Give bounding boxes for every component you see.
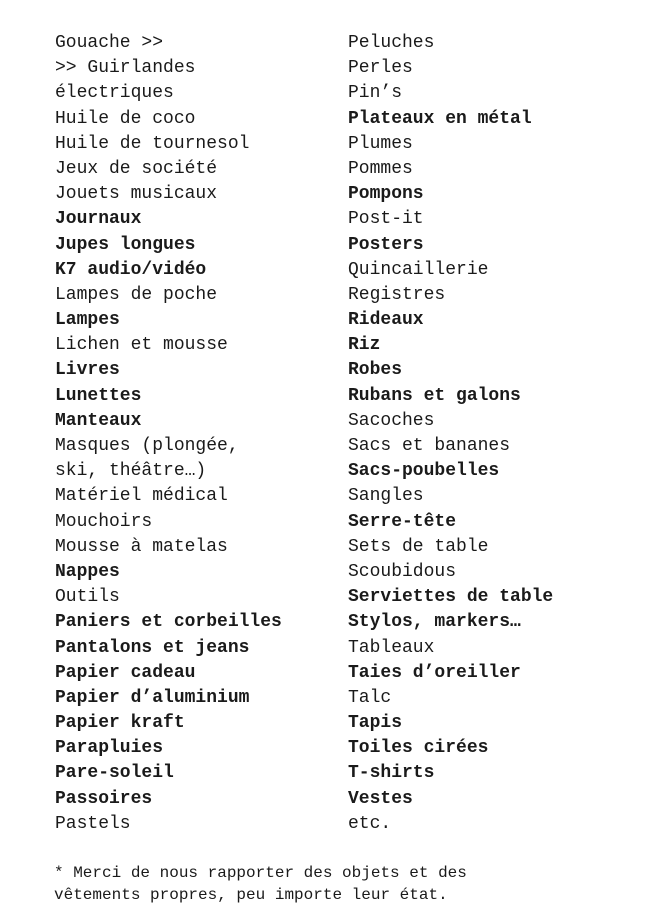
list-item: Plumes (348, 133, 413, 154)
list-item: Lampes (55, 310, 120, 331)
list-item: Mousse à matelas (55, 536, 228, 557)
list-item: Robes (348, 360, 403, 381)
list-item: Serre-tête (348, 511, 457, 532)
list-item: Nappes (55, 561, 120, 582)
list-item: électriques (55, 83, 174, 104)
list-item: Masques (plongée, (55, 436, 239, 456)
footnote-line-1: * Merci de nous rapporter des objets et des (54, 864, 467, 882)
list-item: Passoires (55, 788, 153, 809)
list-item: Jeux de société (55, 158, 218, 179)
footnote-line-2: vêtements propres, peu importe leur état. (54, 886, 448, 904)
list-item: Outils (55, 587, 120, 608)
list-item: Peluches (348, 33, 435, 53)
list-item: Huile de tournesol (55, 133, 250, 154)
list-item: Huile de coco (55, 108, 196, 129)
list-item: Matériel médical (55, 486, 228, 507)
list-item: Stylos, markers… (348, 612, 521, 633)
list-item: Taies d’oreiller (348, 662, 521, 683)
list-item: Journaux (55, 209, 142, 230)
list-item: Riz (348, 335, 381, 356)
list-item: K7 audio/vidéo (55, 259, 207, 280)
list-item: Registres (348, 284, 446, 305)
list-item: Lampes de poche (55, 284, 218, 305)
list-item: Post-it (348, 209, 424, 230)
list-item: Gouache >> (55, 33, 164, 53)
list-item: Sacoches (348, 410, 435, 431)
list-item: Rideaux (348, 310, 424, 331)
list-item: Jupes longues (55, 234, 196, 255)
list-item: Pin’s (348, 83, 403, 104)
list-item: Tableaux (348, 637, 435, 658)
list-item: Serviettes de table (348, 587, 554, 608)
list-item: Plateaux en métal (348, 108, 532, 129)
list-item: Manteaux (55, 410, 142, 431)
list-item: Talc (348, 687, 392, 708)
list-item: Paniers et corbeilles (55, 612, 282, 633)
list-item: Sacs et bananes (348, 436, 511, 456)
list-item: Parapluies (55, 738, 164, 759)
list-item: T-shirts (348, 763, 435, 784)
list-item: Rubans et galons (348, 385, 521, 406)
right-item-column (348, 31, 553, 837)
list-item: Sets de table (348, 536, 489, 557)
list-item: Sacs-poubelles (348, 461, 500, 482)
list-item: Pompons (348, 184, 424, 205)
list-item: Papier d’aluminium (55, 687, 250, 708)
list-item: Papier cadeau (55, 662, 196, 683)
list-item: >> Guirlandes (55, 58, 196, 79)
list-item: Papier kraft (55, 713, 185, 734)
list-item: Pommes (348, 158, 413, 179)
list-item: Perles (348, 58, 413, 79)
footnote (54, 862, 467, 906)
list-item: Lunettes (55, 385, 142, 406)
list-item: ski, théâtre…) (55, 461, 207, 482)
list-item: Sangles (348, 486, 424, 507)
list-item: Pantalons et jeans (55, 637, 250, 658)
list-item: Toiles cirées (348, 738, 489, 759)
list-item: etc. (348, 813, 392, 834)
list-item: Pastels (55, 813, 131, 834)
list-item: Scoubidous (348, 561, 457, 582)
list-item: Livres (55, 360, 120, 381)
left-item-column (55, 31, 282, 837)
list-item: Quincaillerie (348, 259, 489, 280)
list-item: Mouchoirs (55, 511, 153, 532)
list-item: Tapis (348, 713, 403, 734)
list-item: Lichen et mousse (55, 335, 228, 356)
list-item: Jouets musicaux (55, 184, 218, 205)
list-item: Pare-soleil (55, 763, 174, 784)
list-item: Vestes (348, 788, 413, 809)
list-item: Posters (348, 234, 424, 255)
